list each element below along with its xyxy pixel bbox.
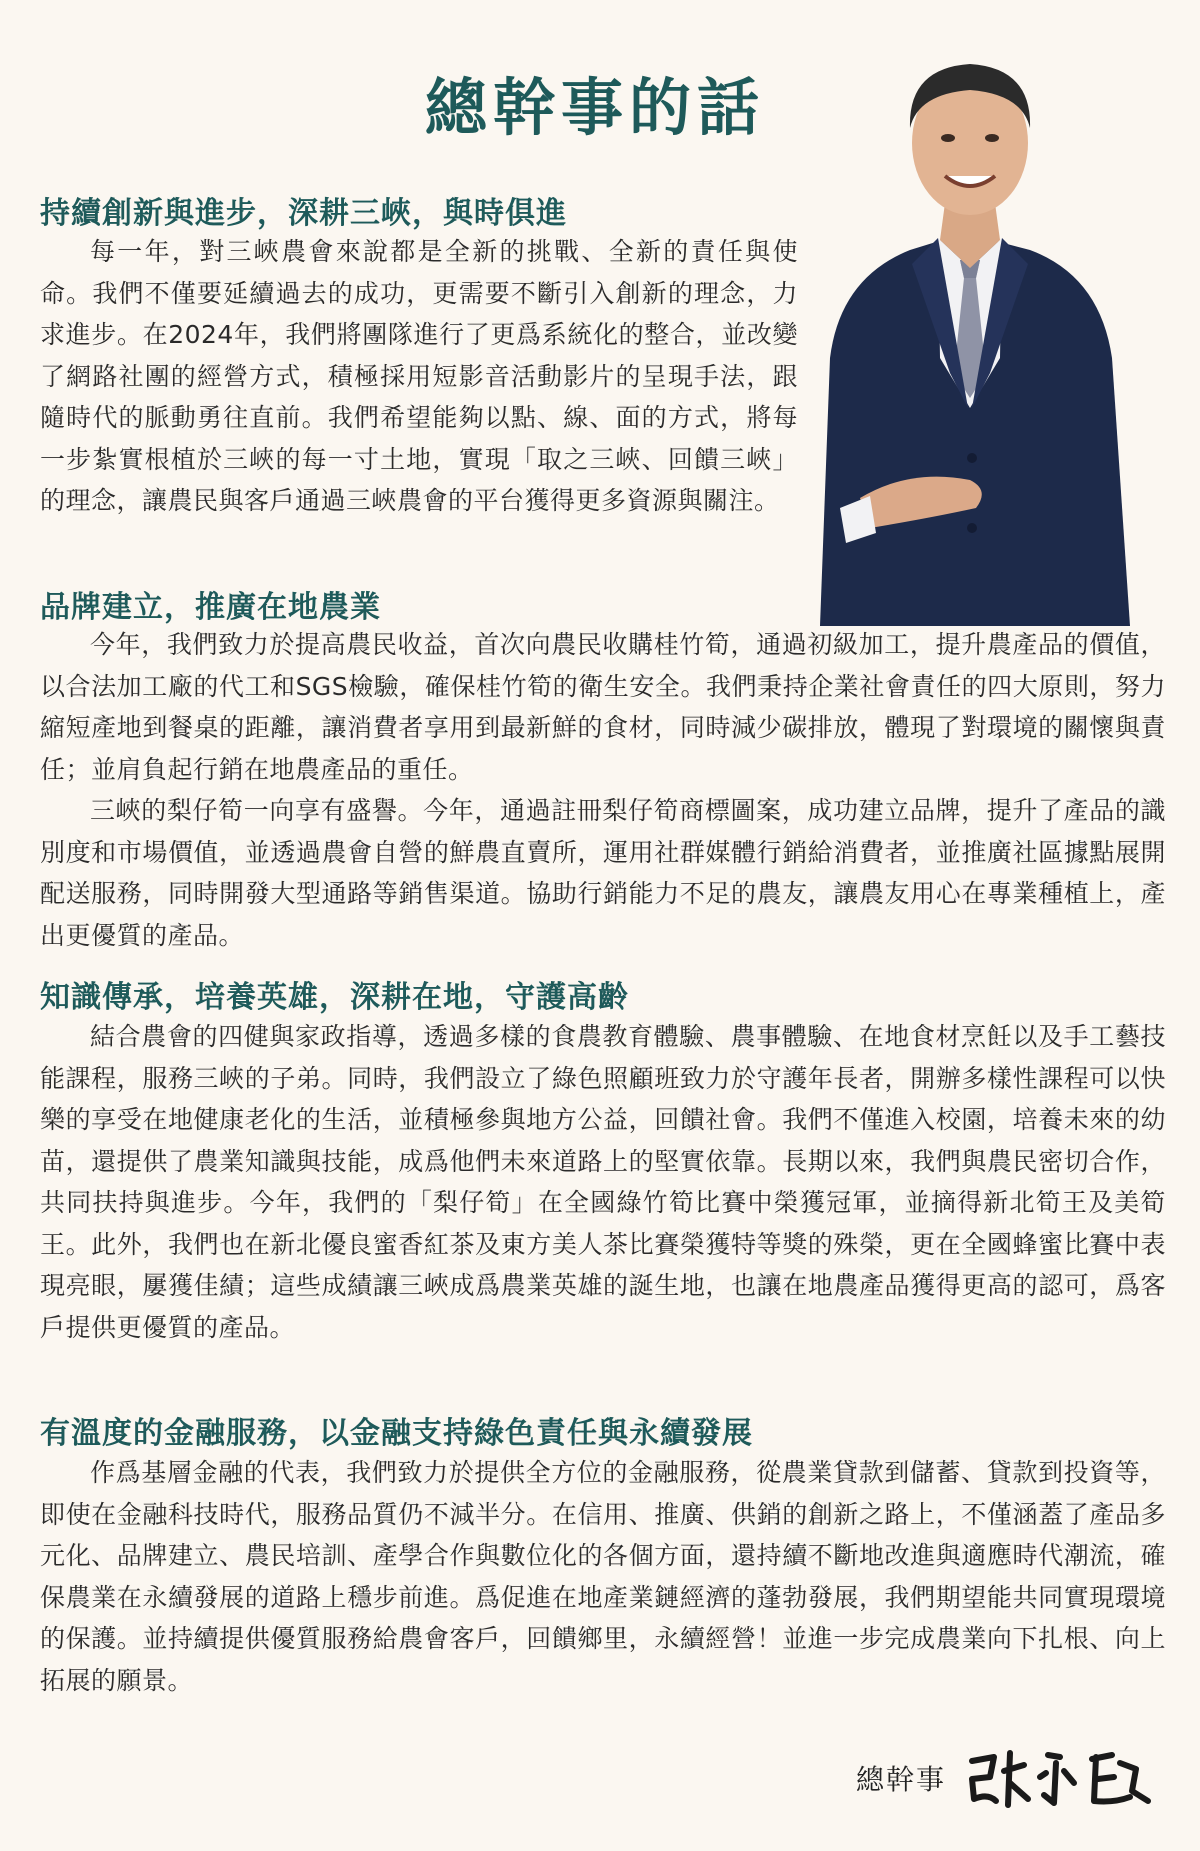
section-heading-innovation: 持續創新與進步，深耕三峽，與時俱進 — [40, 196, 567, 231]
general-manager-portrait — [800, 28, 1140, 626]
page-title: 總幹事的話 — [424, 71, 765, 144]
section-paragraph: 作爲基層金融的代表，我們致力於提供全方位的金融服務，從農業貸款到儲蓄、貸款到投資等，即使在金融科技時代，服務品質仍不減半分。在信用、推廣、供銷的創新之路上，不僅涵蓋了產品多元化、品牌建立、農民培訓、產學合作與數位化的各個方面，還持續不斷地改進與適應時代潮流，確保農業在永續發展的道路上穩步前進。爲促進在地產業鏈經濟的蓬勃發展，我們期望能共同實現環境的保護。並持續提供優質服務給農會客戶，回饋鄉里，永續經營！並進一步完成農業向下扎根、向上拓展的願景。 — [40, 1458, 1166, 1695]
section-heading-knowledge: 知識傳承，培養英雄，深耕在地，守護高齡 — [40, 980, 629, 1015]
section-paragraph: 結合農會的四健與家政指導，透過多樣的食農教育體驗、農事體驗、在地食材烹飪以及手工藝技能課程，服務三峽的子弟。同時，我們設立了綠色照顧班致力於守護年長者，開辦多樣性課程可以快樂的享受在地健康老化的生活，並積極參與地方公益，回饋社會。我們不僅進入校園，培養未來的幼苗，還提供了農業知識與技能，成爲他們未來道路上的堅實依靠。長期以來，我們與農民密切合作，共同扶持與進步。今年，我們的「梨仔筍」在全國綠竹筍比賽中榮獲冠軍，並摘得新北筍王及美筍王。此外，我們也在新北優良蜜香紅茶及東方美人茶比賽榮獲特等獎的殊榮，更在全國蜂蜜比賽中表現亮眼，屢獲佳績；這些成績讓三峽成爲農業英雄的誕生地，也讓在地農產品獲得更高的認可，爲客戶提供更優質的產品。 — [40, 1022, 1166, 1342]
section-paragraph: 每一年，對三峽農會來說都是全新的挑戰、全新的責任與使命。我們不僅要延續過去的成功，更需要不斷引入創新的理念，力求進步。在2024年，我們將團隊進行了更爲系統化的整合，並改變了網路社團的經營方式，積極採用短影音活動影片的呈現手法，跟隨時代的脈動勇往直前。我們希望能夠以點、線、面的方式，將每一步紮實根植於三峽的每一寸土地，實現「取之三峽、回饋三峽」的理念，讓農民與客戶通過三峽農會的平台獲得更多資源與關注。 — [40, 237, 798, 515]
signoff — [856, 1738, 1154, 1818]
section-heading-finance: 有溫度的金融服務，以金融支持綠色責任與永續發展 — [40, 1416, 753, 1451]
section-heading-branding: 品牌建立，推廣在地農業 — [40, 590, 381, 625]
section-paragraph: 今年，我們致力於提高農民收益，首次向農民收購桂竹筍，通過初級加工，提升農產品的價值，以合法加工廠的代工和SGS檢驗，確保桂竹筍的衛生安全。我們秉持企業社會責任的四大原則，努力縮短產地到餐桌的距離，讓消費者享用到最新鮮的食材，同時減少碳排放，體現了對環境的關懷與責任；並肩負起行銷在地農產品的重任。 — [40, 630, 1166, 784]
signoff-role: 總幹事 — [855, 1763, 946, 1796]
handwritten-signature — [964, 1743, 1154, 1813]
section-paragraph: 三峽的梨仔筍一向享有盛譽。今年，通過註冊梨仔筍商標圖案，成功建立品牌，提升了產品的識別度和市場價值，並透過農會自營的鮮農直賣所，運用社群媒體行銷給消費者，並推廣社區據點展開配送服務，同時開發大型通路等銷售渠道。協助行銷能力不足的農友，讓農友用心在專業種植上，產出更優質的產品。 — [40, 796, 1166, 950]
